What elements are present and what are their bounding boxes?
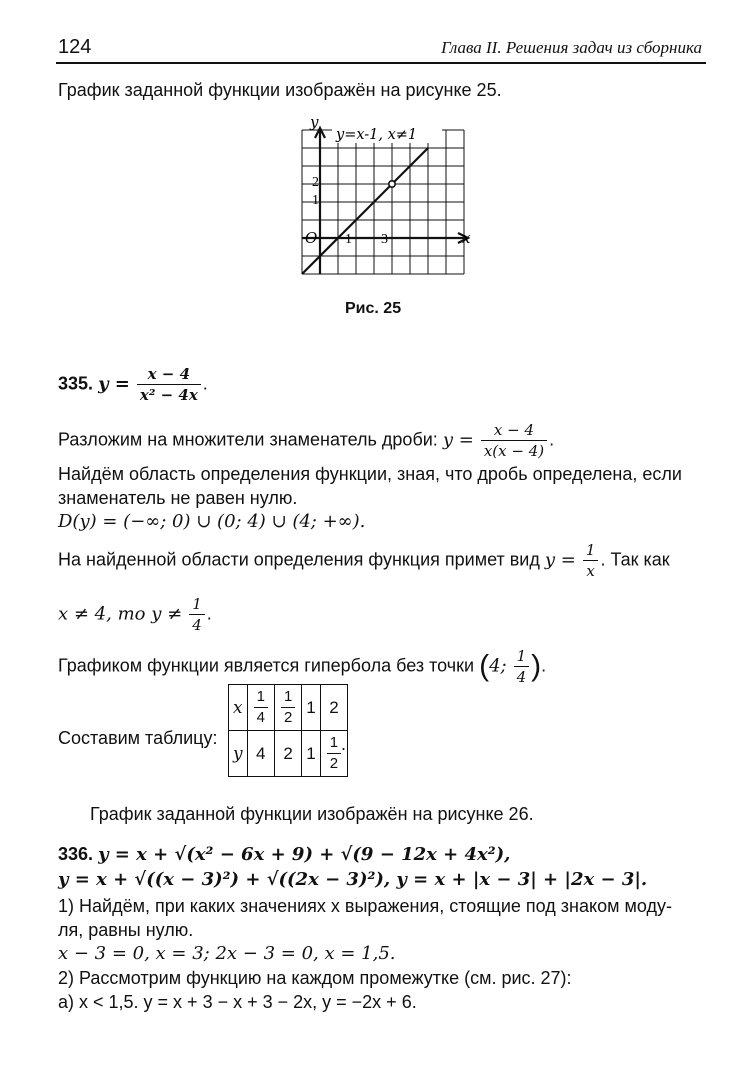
figure-25-grid: [302, 130, 464, 274]
figure-caption: Рис. 25: [345, 300, 402, 317]
domain-explanation-1: Найдём область определения функции, зная, что дробь определена, если: [58, 464, 682, 484]
graph-description: Графиком функции является гипербола без точки (4; $\frac{1}{4}$ ).: [58, 647, 547, 686]
problem-336-statement: 336. y = x + √(x² − 6x + 9) + √(9 − 12x + 4x²),: [58, 844, 511, 865]
rewritten-equation: y = x + √((x − 3)²) + √((2x − 3)²), y = x + |x − 3| + |2x − 3|.: [58, 869, 648, 890]
step-2a-line: a) x < 1,5. y = x + 3 − x + 3 − 2x, y = −2x + 6.: [58, 992, 417, 1012]
origin-label: O: [305, 229, 318, 247]
problem-335-statement: 335. y = $\frac{x - 4}{\text{x² − 4x}}$ .: [58, 365, 208, 404]
eq-lhs: y =: [98, 373, 130, 395]
intro-text: График заданной функции изображён на рисунке 25.: [58, 80, 502, 100]
restriction-line: x ≠ 4, то y ≠ $\frac{1}{4}$ .: [58, 595, 212, 634]
closing-text: График заданной функции изображён на рисунке 26.: [90, 804, 534, 824]
value-table: [228, 684, 348, 777]
header-rule: [56, 62, 706, 64]
fraction: $\frac{1}{4}$: [189, 594, 205, 635]
fraction: $\frac{x - 4}{\text{x² − 4x}}$: [137, 364, 201, 405]
x-axis-label: x: [462, 229, 471, 247]
step-1-line-2: ля, равны нулю.: [58, 920, 194, 940]
table-row-y: y 4 2 1 $\frac{1}{2}$: [229, 731, 348, 777]
y-tick-1: 1: [312, 193, 319, 208]
fraction: $\frac{x - 4}{x(x - 4)}$: [481, 420, 547, 461]
x-tick-1: 1: [345, 232, 352, 247]
excluded-point: [389, 181, 395, 187]
function-annotation: y=x-1, x≠1: [336, 127, 418, 143]
step-2-line: 2) Рассмотрим функцию на каждом промежутке (см. рис. 27):: [58, 968, 572, 988]
problem-number: 335.: [58, 373, 94, 394]
fraction: $\frac{1}{x}$: [583, 540, 599, 581]
y-tick-2: 2: [312, 175, 319, 190]
figure-25: [266, 112, 482, 284]
problem-number: 336.: [58, 844, 94, 864]
step-1-line-1: 1) Найдём, при каких значениях x выражения, стоящие под знаком моду-: [58, 896, 672, 916]
figure-25-axes: [302, 128, 468, 274]
table-label: Составим таблицу:: [58, 728, 218, 748]
running-head: Глава II. Решения задач из сборника: [441, 38, 702, 57]
y-axis-label: y: [310, 113, 319, 131]
simplified-form: На найденной области определения функция примет вид y = $\frac{1}{x}$ . Так как: [58, 541, 670, 580]
step-1-roots: x − 3 = 0, x = 3; 2x − 3 = 0, x = 1,5.: [58, 943, 396, 964]
factor-line: Разложим на множители знаменатель дроби: y = $\frac{x - 4}{x(x - 4)}$ .: [58, 421, 555, 460]
domain-formula: D(y) = (−∞; 0) ∪ (0; 4) ∪ (4; +∞).: [58, 511, 366, 532]
table-row-x: x $\frac{1}{4}$ $\frac{1}{2}$ 1 2: [229, 685, 348, 731]
page-number: 124: [58, 36, 92, 58]
x-tick-3: 3: [381, 232, 388, 247]
fraction: $\frac{1}{4}$: [514, 646, 530, 687]
domain-explanation-2: знаменатель не равен нулю.: [58, 488, 298, 508]
